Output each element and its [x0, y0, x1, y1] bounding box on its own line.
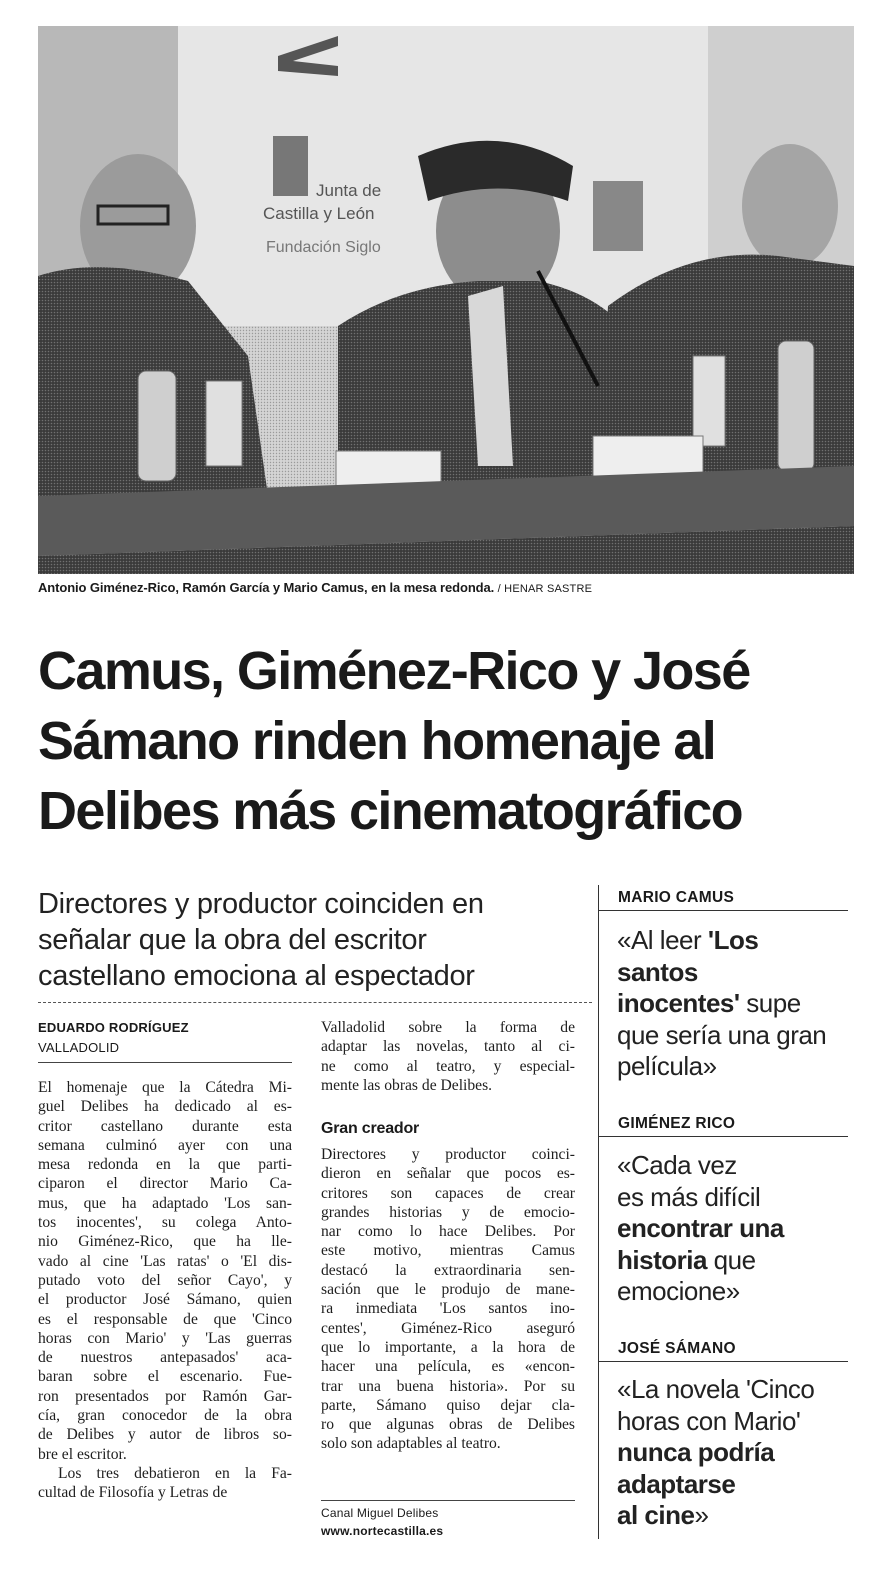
quote-1-l5: película» [617, 1051, 717, 1081]
body-line: cultad de Filosofía y Letras de [38, 1484, 228, 1502]
subhead-line3: castellano emociona al espectador [38, 960, 475, 992]
quote-1-l3b: supe [739, 988, 801, 1018]
quote-3 [617, 1374, 814, 1532]
quote-rule-3 [598, 1361, 848, 1362]
article-column-2-top [321, 1018, 575, 1095]
quote-rule-1 [598, 910, 848, 911]
backdrop-logo-line2: Castilla y León [263, 204, 375, 223]
body-line: este motivo, mientras Camus [321, 1242, 575, 1260]
section-heading: Gran creador [321, 1120, 420, 1137]
footer-source: Canal Miguel Delibes [321, 1506, 439, 1520]
quote-2 [617, 1150, 784, 1308]
body-line: hacer una película, es «encon- [321, 1358, 575, 1376]
press-photo [38, 26, 854, 574]
quote-3-l5b: » [694, 1500, 709, 1530]
body-line: Valladolid sobre la forma de [321, 1019, 575, 1036]
article-column-1 [38, 1078, 292, 1503]
subheadline [38, 886, 578, 994]
headline-line3: Delibes más cinematográfico [38, 781, 743, 841]
body-line: baran sobre el escenario. Fue- [38, 1368, 292, 1386]
article-column-2-bottom [321, 1145, 575, 1454]
body-line: mente las obras de Delibes. [321, 1076, 493, 1094]
body-line: putado voto del señor Cayo', y [38, 1271, 292, 1289]
body-line: de Delibes y autor de libros so- [38, 1426, 292, 1444]
quote-2-l2: es más difícil [617, 1181, 761, 1212]
quote-3-l4: adaptarse [617, 1468, 736, 1499]
body-line: ron presentados por Ramón Gar- [38, 1387, 292, 1405]
quote-2-l4a: historia [617, 1244, 707, 1275]
quote-1-l1b: 'Los [707, 925, 759, 955]
byline-divider [38, 1062, 292, 1063]
body-line: vado al cine 'Las ratas' o 'El dis- [38, 1252, 292, 1270]
body-line: adaptar las novelas, tanto al ci- [321, 1038, 575, 1056]
quote-3-l1: «La novela 'Cinco [617, 1374, 815, 1404]
body-line: ro que algunas obras de Delibes [321, 1416, 575, 1434]
quote-speaker-2: GIMÉNEZ RICO [618, 1115, 736, 1132]
sidebar-divider [598, 885, 599, 1539]
coat-of-arms-icon [273, 136, 308, 196]
subhead-divider [38, 1002, 592, 1003]
quote-rule-2 [598, 1136, 848, 1137]
body-line: critor castellano durante esta [38, 1117, 292, 1135]
body-line: parte, Sámano quiso dejar cla- [321, 1396, 575, 1414]
quote-speaker-1: MARIO CAMUS [618, 889, 735, 906]
body-line: que lo importante, a la hora de [321, 1338, 575, 1356]
body-line: solo son adaptables al teatro. [321, 1435, 501, 1453]
backdrop-logo-line1: Junta de [316, 181, 382, 200]
body-line: mus, que ha adaptado 'Los san- [38, 1194, 292, 1212]
body-line: sación que le produjo de mane- [321, 1281, 575, 1299]
quote-2-l3: encontrar una [617, 1213, 784, 1243]
body-line: trar una buena historia». Por su [321, 1377, 575, 1395]
body-line: guel Delibes ha dedicado al es- [38, 1098, 292, 1116]
quote-1 [617, 925, 826, 1083]
byline-place: VALLADOLID [38, 1040, 120, 1055]
body-line: semana culminó ayer con una [38, 1136, 292, 1154]
caption-text: Antonio Giménez-Rico, Ramón García y Mario Camus, en la mesa redonda. [38, 580, 495, 595]
body-line: ra inmediata 'Los santos ino- [321, 1300, 575, 1318]
body-line: critores son capaces de crear [321, 1184, 575, 1202]
body-line: el productor José Sámano, quien [38, 1291, 292, 1309]
body-line: Directores y productor coinci- [321, 1146, 575, 1163]
body-line: ne como al teatro, y especial- [321, 1057, 575, 1075]
quote-3-l2: horas con Mario' [617, 1405, 801, 1436]
quote-3-l5a: al cine [617, 1500, 695, 1530]
quote-2-l1: «Cada vez [617, 1150, 737, 1180]
body-line: Los tres debatieron en la Fa- [58, 1464, 292, 1482]
footer-divider [321, 1500, 575, 1501]
body-line: de nuestros antepasados' aca- [38, 1349, 292, 1367]
body-line: cía, gran conocedor de la obra [38, 1407, 292, 1425]
backdrop-logo-line3: Fundación Siglo [266, 239, 381, 256]
body-line: centes', Giménez-Rico aseguró [321, 1319, 575, 1337]
body-line: El homenaje que la Cátedra Mi- [38, 1079, 292, 1096]
body-line: grandes historias y de emocio- [321, 1203, 575, 1221]
person-right-head [742, 144, 838, 268]
photo-caption [38, 580, 858, 595]
footer-website-link[interactable]: www.nortecastilla.es [321, 1524, 444, 1538]
body-line: horas con Mario' y 'Las guerras [38, 1329, 292, 1347]
subhead-line2: señalar que la obra del escritor [38, 924, 427, 956]
subhead-line1: Directores y productor coinciden en [38, 888, 484, 920]
body-line: destacó la extraordinaria sen- [321, 1261, 575, 1279]
quote-1-l4: que sería una gran [617, 1019, 827, 1050]
body-line: es el responsable de que 'Cinco [38, 1310, 292, 1328]
byline-author: EDUARDO RODRÍGUEZ [38, 1020, 189, 1035]
photo-credit: / HENAR SASTRE [497, 583, 593, 595]
headline-line2: Sámano rinden homenaje al [38, 711, 716, 771]
quote-2-l5: emocione» [617, 1276, 740, 1306]
quote-1-l3a: inocentes' [617, 988, 740, 1018]
body-line: tos inocentes', su colega Anto- [38, 1214, 292, 1232]
photo-illustration [38, 26, 854, 574]
body-line: nio Giménez-Rico, que ha lle- [38, 1233, 292, 1251]
body-line: nar como lo hace Delibes. Por [321, 1223, 575, 1241]
body-line: mesa redonda en la que parti- [38, 1156, 292, 1174]
quote-speaker-3: JOSÉ SÁMANO [618, 1340, 736, 1357]
quote-2-l4b: que [706, 1244, 756, 1275]
body-line: bre el escritor. [38, 1445, 127, 1463]
quote-1-l1a: «Al leer [617, 925, 708, 955]
body-line: dieron en señalar que pocos es- [321, 1165, 575, 1183]
body-line: ciparon el director Mario Ca- [38, 1175, 292, 1193]
headline-line1: Camus, Giménez-Rico y José [38, 641, 750, 701]
headline [38, 636, 858, 846]
quote-1-l2: santos [617, 956, 698, 987]
quote-3-l3: nunca podría [617, 1437, 775, 1467]
